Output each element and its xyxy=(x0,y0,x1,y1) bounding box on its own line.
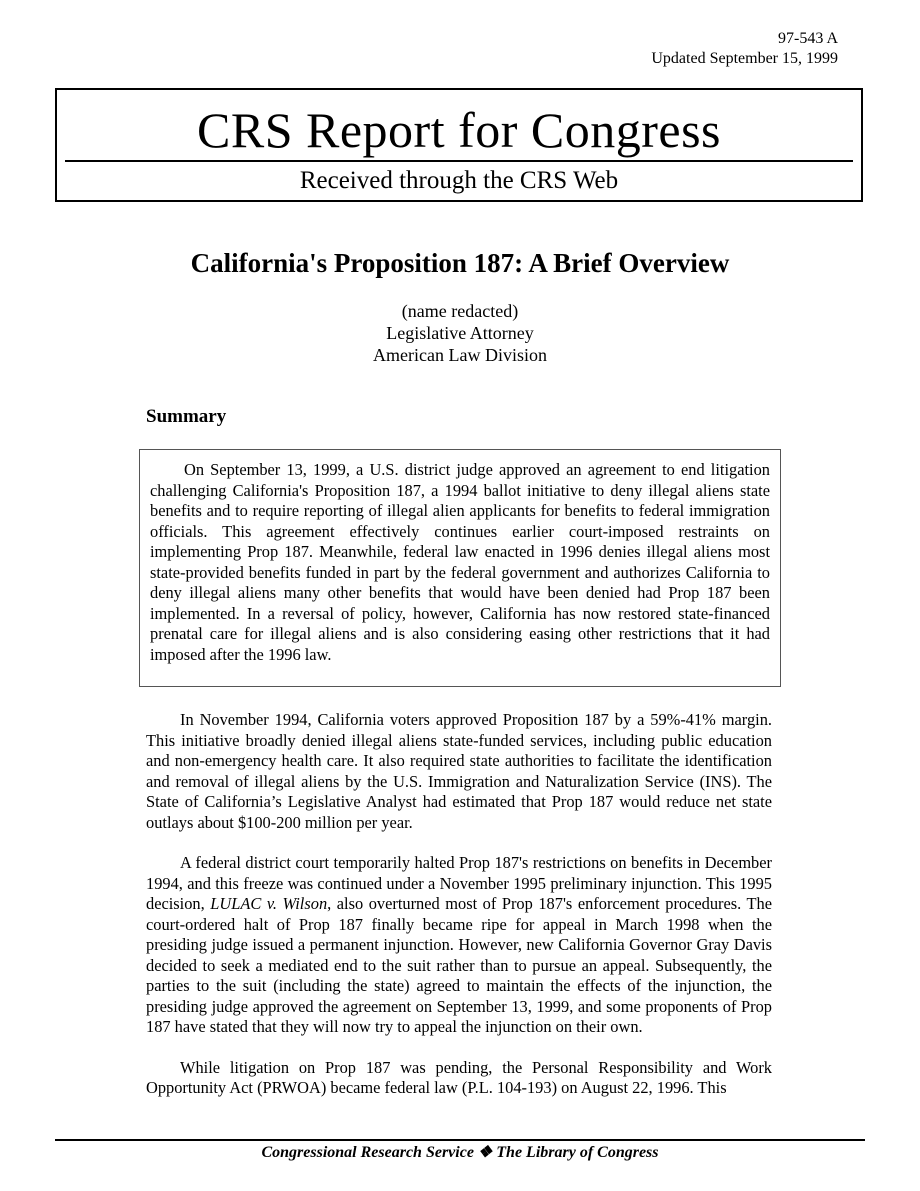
document-title: California's Proposition 187: A Brief Overview xyxy=(190,248,730,278)
footer-divider xyxy=(55,1139,865,1141)
footer-text: Congressional Research Service ❖ The Library of Congress xyxy=(261,1144,659,1161)
author-block xyxy=(0,300,920,366)
crs-banner xyxy=(55,88,863,202)
report-meta xyxy=(651,29,838,69)
author-division: American Law Division xyxy=(373,345,547,365)
paragraph-2-text-a: A federal district court temporarily halted Prop 187's restrictions on benefits in December 1994, and this freeze was continued under a November 1995 preliminary injunction. This 1995 decision, xyxy=(146,853,772,913)
report-number: 97-543 A xyxy=(778,30,838,47)
summary-heading: Summary xyxy=(146,406,227,427)
banner-subtitle: Received through the CRS Web xyxy=(299,167,619,194)
summary-box xyxy=(139,449,781,687)
paragraph-2-text-b: , also overturned most of Prop 187's enforcement procedures. The court-ordered halt of Prop 187 finally became ripe for appeal in March 1998 when the presiding judge issued a permanent injunction. However, new California Governor Gray Davis decided to seek a mediated end to the suit rather than to pursue an appeal. Subsequently, the parties to the suit (including the state) agreed to maintain the effects of the injunction, the presiding judge approved the agreement on September 13, 1999, and some proponents of Prop 187 have stated that they will now try to appeal the injunction on their own. xyxy=(146,894,772,1036)
banner-title: CRS Report for Congress xyxy=(197,102,721,158)
updated-date: Updated September 15, 1999 xyxy=(651,50,838,67)
body-paragraph-2 xyxy=(146,853,772,1038)
body-paragraph-1: In November 1994, California voters approved Proposition 187 by a 59%-41% margin. This initiative broadly denied illegal aliens state-funded services, including public education and non-emergency health care. It also required state authorities to facilitate the identification and removal of illegal aliens by the U.S. Immigration and Naturalization Service (INS). The State of California’s Legislative Analyst had estimated that Prop 187 would reduce net state outlays about $100-200 million per year. xyxy=(146,710,772,832)
author-position: Legislative Attorney xyxy=(386,323,534,343)
case-citation: LULAC v. Wilson xyxy=(210,894,328,913)
summary-text: On September 13, 1999, a U.S. district judge approved an agreement to end litigation challenging California's Proposition 187, a 1994 ballot initiative to deny illegal aliens state benefits and to require reporting of illegal alien applicants for benefits to federal immigration officials. This agreement effectively continues earlier court-imposed restraints on implementing Prop 187. Meanwhile, federal law enacted in 1996 denies illegal aliens most state-provided benefits funded in part by the federal government and authorizes California to deny illegal aliens many other benefits that would have been denied had Prop 187 been implemented. In a reversal of policy, however, California has now restored state-financed prenatal care for illegal aliens and is also considering easing other restrictions that it had imposed after the 1996 law. xyxy=(150,460,770,664)
body-paragraph-3: While litigation on Prop 187 was pending, the Personal Responsibility and Work Opportunity Act (PRWOA) became federal law (P.L. 104-193) on August 22, 1996. This xyxy=(146,1057,772,1097)
body-text xyxy=(146,710,772,1099)
author-name: (name redacted) xyxy=(401,301,519,321)
banner-divider xyxy=(65,160,853,162)
